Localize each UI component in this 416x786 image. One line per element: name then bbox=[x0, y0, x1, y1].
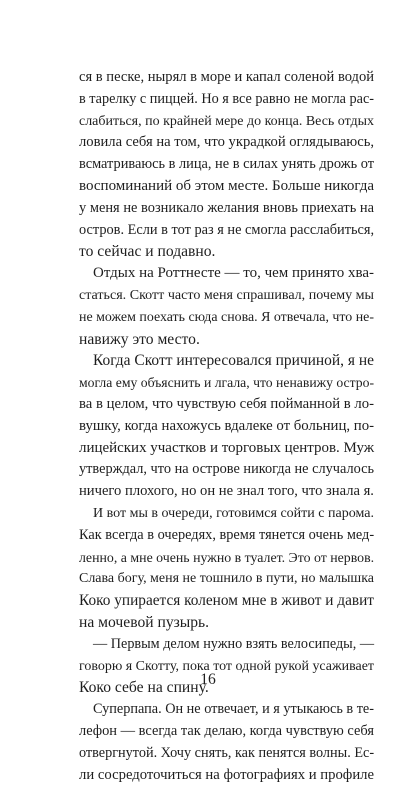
paragraph bbox=[79, 67, 374, 263]
text-line: ловила себя на том, что украдкой оглядываюсь, bbox=[79, 132, 374, 154]
text-line: говорю я Скотту, пока тот одной рукой усаживает bbox=[79, 656, 374, 678]
text-line: И вот мы в очереди, готовимся сойти с парома. bbox=[79, 503, 374, 525]
paragraph bbox=[79, 699, 374, 786]
text-line: ли сосредоточиться на фотографиях и профиле bbox=[79, 765, 374, 786]
paragraph bbox=[79, 263, 374, 350]
text-line: то сейчас и подавно. bbox=[79, 241, 374, 263]
text-line: остров. Если в тот раз я не смогла расслабиться, bbox=[79, 220, 374, 242]
text-line: на мочевой пузырь. bbox=[79, 612, 374, 634]
page-number: 16 bbox=[0, 671, 416, 689]
text-line: Коко себе на спину. bbox=[79, 677, 374, 699]
text-line: в тарелку с пиццей. Но я все равно не могла рас- bbox=[79, 89, 374, 111]
paragraph bbox=[79, 503, 374, 634]
text-line: — Первым делом нужно взять велосипеды, — bbox=[79, 634, 374, 656]
text-line: Суперпапа. Он не отвечает, и я утыкаюсь в те- bbox=[79, 699, 374, 721]
text-line: утверждал, что на острове никогда не случалось bbox=[79, 459, 374, 481]
text-line: Отдых на Роттнесте — то, чем принято хва- bbox=[79, 263, 374, 285]
text-line: Коко упирается коленом мне в живот и давит bbox=[79, 590, 374, 612]
text-line: ся в песке, нырял в море и капал соленой водой bbox=[79, 67, 374, 89]
text-line: всматриваюсь в лица, не в силах унять дрожь от bbox=[79, 154, 374, 176]
text-line: лефон — всегда так делаю, когда чувствую себя bbox=[79, 721, 374, 743]
text-line: у меня не возникало желания вновь приехать на bbox=[79, 198, 374, 220]
text-line: вушку, когда нахожусь вдалеке от больниц, по- bbox=[79, 416, 374, 438]
text-line: ва в целом, что чувствую себя пойманной в ло- bbox=[79, 394, 374, 416]
text-line: статься. Скотт часто меня спрашивал, почему мы bbox=[79, 285, 374, 307]
text-line: Слава богу, меня не тошнило в пути, но малышка bbox=[79, 568, 374, 590]
text-line: Как всегда в очередях, время тянется очень мед- bbox=[79, 525, 374, 547]
text-line: не можем поехать сюда снова. Я отвечала, что не- bbox=[79, 307, 374, 329]
text-line: Когда Скотт интересовался причиной, я не bbox=[79, 350, 374, 372]
text-line: лицейских участков и торговых центров. Муж bbox=[79, 438, 374, 460]
text-line: ленно, а мне очень нужно в туалет. Это от нервов. bbox=[79, 547, 374, 569]
paragraph bbox=[79, 634, 374, 699]
text-line: навижу это место. bbox=[79, 329, 374, 351]
text-line: могла ему объяснить и лгала, что ненавижу остро- bbox=[79, 372, 374, 394]
text-line: воспоминаний об этом месте. Больше никогда bbox=[79, 176, 374, 198]
text-line: слабиться, по крайней мере до конца. Весь отдых bbox=[79, 111, 374, 133]
paragraph bbox=[79, 350, 374, 503]
text-line: ничего плохого, но он не знал того, что знала я. bbox=[79, 481, 374, 503]
text-line: отвергнутой. Хочу снять, как пенятся волны. Ес- bbox=[79, 743, 374, 765]
